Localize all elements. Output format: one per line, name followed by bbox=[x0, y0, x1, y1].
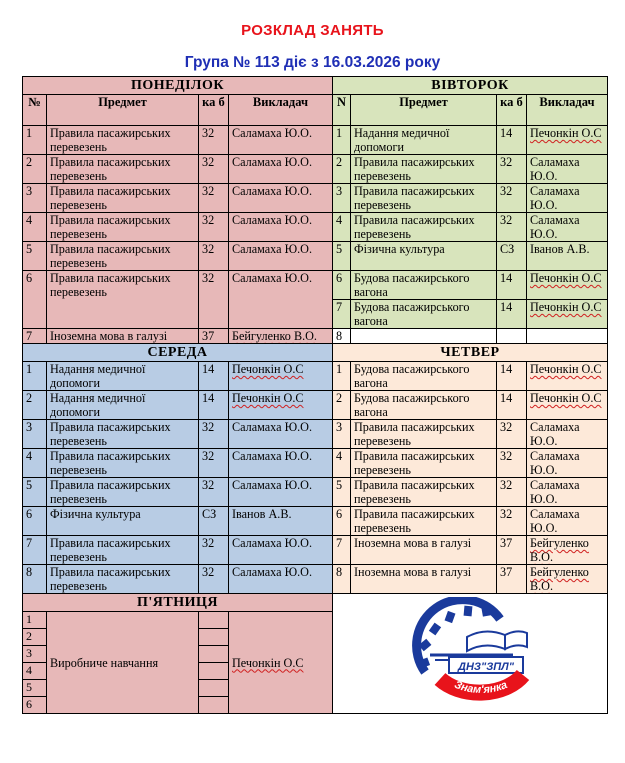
lesson-num: 6 bbox=[333, 507, 351, 536]
lesson-teacher: Печонкін О.С bbox=[530, 300, 602, 314]
lesson-subject: Правила пасажирських перевезень bbox=[47, 449, 199, 478]
lesson-subject: Будова пасажирського вагона bbox=[351, 391, 497, 420]
lesson-num: 1 bbox=[23, 362, 47, 391]
lesson-subject: Надання медичної допомоги bbox=[47, 362, 199, 391]
lesson-num: 6 bbox=[26, 697, 32, 711]
table-row bbox=[23, 536, 608, 565]
day-header-friday: П'ЯТНИЦЯ bbox=[23, 594, 333, 612]
lesson-num: 5 bbox=[23, 242, 47, 271]
col-header-subject: Предмет bbox=[351, 95, 497, 126]
col-header-room: ка б bbox=[497, 95, 527, 126]
lesson-num: 5 bbox=[23, 478, 47, 507]
lesson-teacher: Печонкін О.С bbox=[232, 655, 304, 670]
lesson-subject: Правила пасажирських перевезень bbox=[47, 155, 199, 184]
lesson-teacher: Саламаха Ю.О. bbox=[229, 478, 333, 507]
lesson-num: 6 bbox=[333, 271, 351, 300]
col-header-teacher: Викладач bbox=[229, 95, 333, 126]
table-row bbox=[23, 329, 608, 344]
lesson-subject: Правила пасажирських перевезень bbox=[351, 213, 497, 242]
lesson-subject: Правила пасажирських перевезень bbox=[47, 213, 199, 242]
lesson-subject: Надання медичної допомоги bbox=[47, 391, 199, 420]
lesson-teacher: Саламаха Ю.О. bbox=[229, 449, 333, 478]
lesson-num: 3 bbox=[333, 420, 351, 449]
lesson-teacher: Саламаха Ю.О. bbox=[229, 155, 333, 184]
lesson-teacher: Печонкін О.С bbox=[232, 391, 304, 405]
lesson-num: 3 bbox=[23, 420, 47, 449]
lesson-room: 32 bbox=[199, 213, 229, 242]
col-header-teacher: Викладач bbox=[527, 95, 608, 126]
lesson-num: 2 bbox=[23, 155, 47, 184]
lesson-room: 32 bbox=[199, 126, 229, 155]
lesson-subject: Правила пасажирських перевезень bbox=[351, 420, 497, 449]
lesson-room bbox=[497, 329, 527, 344]
school-logo-icon bbox=[405, 597, 535, 707]
lesson-teacher: Іванов А.В. bbox=[229, 507, 333, 536]
lesson-subject: Іноземна мова в галузі bbox=[47, 329, 199, 344]
lesson-subject: Правила пасажирських перевезень bbox=[47, 242, 199, 271]
lesson-teacher: Саламаха Ю.О. bbox=[229, 126, 333, 155]
lesson-num: 2 bbox=[333, 155, 351, 184]
table-row bbox=[23, 478, 608, 507]
svg-text:ДНЗ"ЗПЛ": ДНЗ"ЗПЛ" bbox=[458, 661, 514, 673]
school-logo bbox=[333, 594, 608, 714]
col-header-num: N bbox=[333, 95, 351, 126]
page-subtitle: Група № 113 діє з 16.03.2026 року bbox=[184, 54, 441, 71]
lesson-subject: Правила пасажирських перевезень bbox=[47, 184, 199, 213]
table-row bbox=[23, 126, 608, 155]
lesson-num: 7 bbox=[23, 329, 47, 344]
lesson-subject: Правила пасажирських перевезень bbox=[47, 420, 199, 449]
lesson-teacher: Саламаха Ю.О. bbox=[527, 184, 608, 213]
lesson-num: 4 bbox=[23, 213, 47, 242]
lesson-room: 32 bbox=[497, 155, 527, 184]
lesson-teacher: Саламаха Ю.О. bbox=[229, 184, 333, 213]
day-header-monday: ПОНЕДІЛОК bbox=[23, 77, 333, 95]
lesson-subject: Фізична культура bbox=[47, 507, 199, 536]
lesson-teacher: Бейгуленко В.О. bbox=[530, 565, 589, 593]
lesson-room: 32 bbox=[199, 242, 229, 271]
day-header-thursday: ЧЕТВЕР bbox=[333, 344, 608, 362]
lesson-room: 37 bbox=[199, 329, 229, 344]
friday-rooms bbox=[199, 612, 229, 714]
table-row bbox=[23, 184, 608, 213]
lesson-num: 2 bbox=[23, 629, 46, 646]
lesson-teacher: Печонкін О.С bbox=[232, 362, 304, 376]
lesson-num: 7 bbox=[333, 536, 351, 565]
lesson-room: 14 bbox=[497, 126, 527, 155]
lesson-teacher bbox=[527, 329, 608, 344]
lesson-num: 1 bbox=[23, 126, 47, 155]
lesson-teacher: Саламаха Ю.О. bbox=[229, 271, 333, 329]
lesson-num: 3 bbox=[333, 184, 351, 213]
lesson-room: 32 bbox=[199, 420, 229, 449]
lesson-num: 5 bbox=[333, 242, 351, 271]
lesson-room: 37 bbox=[497, 565, 527, 594]
lesson-teacher: Печонкін О.С bbox=[530, 391, 602, 405]
table-row bbox=[23, 507, 608, 536]
lesson-num: 3 bbox=[23, 646, 46, 663]
lesson-num: 4 bbox=[23, 449, 47, 478]
lesson-teacher: Печонкін О.С bbox=[530, 362, 602, 376]
lesson-num: 5 bbox=[23, 680, 46, 697]
lesson-room: 32 bbox=[199, 565, 229, 594]
lesson-subject: Іноземна мова в галузі bbox=[351, 565, 497, 594]
lesson-room: 14 bbox=[497, 271, 527, 300]
table-row bbox=[23, 213, 608, 242]
lesson-room: 32 bbox=[497, 507, 527, 536]
lesson-num: 1 bbox=[23, 612, 46, 629]
day-header-tuesday: ВІВТОРОК bbox=[333, 77, 608, 95]
table-row bbox=[23, 362, 608, 391]
lesson-num: 8 bbox=[23, 565, 47, 594]
lesson-subject: Фізична культура bbox=[351, 242, 497, 271]
lesson-subject: Правила пасажирських перевезень bbox=[351, 184, 497, 213]
lesson-room: 32 bbox=[199, 449, 229, 478]
col-header-room: ка б bbox=[199, 95, 229, 126]
lesson-num: 2 bbox=[23, 391, 47, 420]
lesson-num: 6 bbox=[23, 271, 47, 329]
lesson-teacher: Бейгуленко В.О. bbox=[530, 536, 589, 564]
table-row bbox=[23, 242, 608, 271]
lesson-teacher: Саламаха Ю.О. bbox=[527, 449, 608, 478]
lesson-room: 32 bbox=[497, 449, 527, 478]
lesson-num: 7 bbox=[23, 536, 47, 565]
lesson-subject: Надання медичної допомоги bbox=[351, 126, 497, 155]
day-header-wednesday: СЕРЕДА bbox=[23, 344, 333, 362]
lesson-teacher: Бейгуленко В.О. bbox=[232, 329, 317, 343]
lesson-num: 1 bbox=[333, 362, 351, 391]
lesson-room: 32 bbox=[497, 213, 527, 242]
lesson-room: 14 bbox=[199, 391, 229, 420]
lesson-room: 32 bbox=[199, 271, 229, 329]
lesson-subject: Правила пасажирських перевезень bbox=[351, 507, 497, 536]
lesson-subject: Будова пасажирського вагона bbox=[351, 300, 497, 329]
lesson-room: 32 bbox=[497, 420, 527, 449]
lesson-room: 32 bbox=[497, 184, 527, 213]
schedule-table bbox=[22, 76, 608, 714]
lesson-teacher: Саламаха Ю.О. bbox=[527, 478, 608, 507]
lesson-subject: Правила пасажирських перевезень bbox=[47, 126, 199, 155]
lesson-room: 32 bbox=[199, 184, 229, 213]
page-title: РОЗКЛАД ЗАНЯТЬ bbox=[241, 22, 384, 39]
lesson-teacher: Саламаха Ю.О. bbox=[229, 536, 333, 565]
lesson-num: 2 bbox=[333, 391, 351, 420]
svg-text:Знам'янка: Знам'янка bbox=[452, 678, 510, 697]
lesson-teacher: Саламаха Ю.О. bbox=[527, 507, 608, 536]
lesson-num: 1 bbox=[333, 126, 351, 155]
lesson-subject: Правила пасажирських перевезень bbox=[351, 478, 497, 507]
lesson-room: СЗ bbox=[497, 242, 527, 271]
lesson-subject bbox=[351, 329, 497, 344]
lesson-teacher: Іванов А.В. bbox=[527, 242, 608, 271]
lesson-subject: Правила пасажирських перевезень bbox=[47, 271, 199, 329]
lesson-room: 32 bbox=[199, 536, 229, 565]
lesson-teacher: Саламаха Ю.О. bbox=[229, 420, 333, 449]
lesson-teacher: Печонкін О.С bbox=[530, 271, 602, 285]
friday-numbers bbox=[23, 612, 47, 714]
lesson-subject: Будова пасажирського вагона bbox=[351, 362, 497, 391]
lesson-room: 14 bbox=[497, 300, 527, 329]
table-row bbox=[23, 155, 608, 184]
lesson-num: 4 bbox=[333, 449, 351, 478]
lesson-num: 5 bbox=[333, 478, 351, 507]
lesson-subject: Виробниче навчання bbox=[47, 612, 199, 714]
lesson-num: 3 bbox=[23, 184, 47, 213]
lesson-room: 14 bbox=[497, 362, 527, 391]
lesson-room: 32 bbox=[199, 155, 229, 184]
lesson-num: 7 bbox=[333, 300, 351, 329]
lesson-room: 14 bbox=[199, 362, 229, 391]
lesson-teacher: Саламаха Ю.О. bbox=[527, 155, 608, 184]
lesson-room: 14 bbox=[497, 391, 527, 420]
lesson-teacher: Саламаха Ю.О. bbox=[527, 213, 608, 242]
lesson-teacher: Саламаха Ю.О. bbox=[527, 420, 608, 449]
lesson-subject: Правила пасажирських перевезень bbox=[351, 155, 497, 184]
lesson-subject: Будова пасажирського вагона bbox=[351, 271, 497, 300]
table-row bbox=[23, 565, 608, 594]
lesson-subject: Правила пасажирських перевезень bbox=[47, 478, 199, 507]
lesson-num: 4 bbox=[333, 213, 351, 242]
lesson-teacher: Саламаха Ю.О. bbox=[229, 242, 333, 271]
table-row bbox=[23, 271, 608, 300]
col-header-subject: Предмет bbox=[47, 95, 199, 126]
lesson-subject: Правила пасажирських перевезень bbox=[351, 449, 497, 478]
lesson-room: 32 bbox=[199, 478, 229, 507]
table-row bbox=[23, 391, 608, 420]
lesson-num: 4 bbox=[23, 663, 46, 680]
lesson-subject: Правила пасажирських перевезень bbox=[47, 536, 199, 565]
table-row bbox=[23, 449, 608, 478]
lesson-room: 32 bbox=[497, 478, 527, 507]
lesson-subject: Іноземна мова в галузі bbox=[351, 536, 497, 565]
table-row bbox=[23, 420, 608, 449]
lesson-teacher: Саламаха Ю.О. bbox=[229, 565, 333, 594]
lesson-teacher: Печонкін О.С bbox=[530, 126, 602, 140]
lesson-num: 8 bbox=[333, 565, 351, 594]
lesson-num: 6 bbox=[23, 507, 47, 536]
lesson-room: СЗ bbox=[199, 507, 229, 536]
lesson-room: 37 bbox=[497, 536, 527, 565]
col-header-num: № bbox=[23, 95, 47, 126]
lesson-subject: Правила пасажирських перевезень bbox=[47, 565, 199, 594]
lesson-teacher: Саламаха Ю.О. bbox=[229, 213, 333, 242]
lesson-num: 8 bbox=[333, 329, 351, 344]
